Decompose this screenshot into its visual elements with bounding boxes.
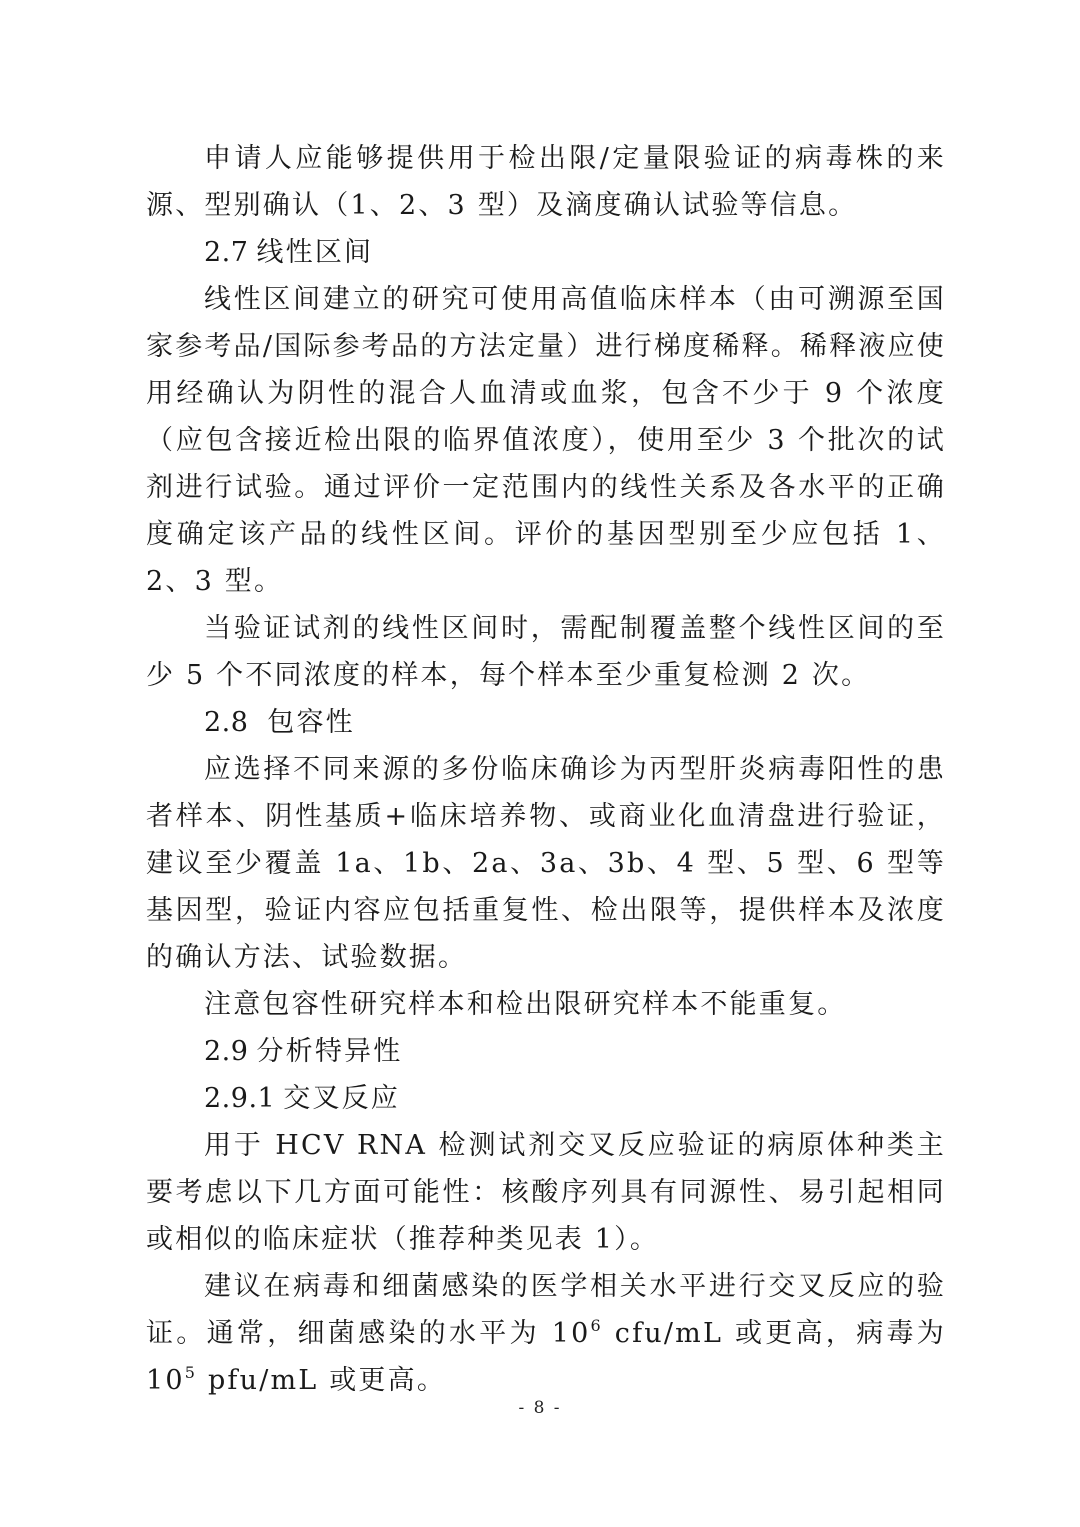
section-number: 2.9 [204,1036,249,1067]
superscript-exponent: 6 [590,1316,603,1335]
paragraph-inclusivity-note: 注意包容性研究样本和检出限研究样本不能重复。 [204,989,847,1020]
section-title: 线性区间 [256,237,374,268]
superscript-exponent: 5 [184,1363,198,1382]
section-number: 2.7 [204,237,249,268]
text-run: cfu/mL 或更高，病毒为 10 [146,1318,946,1396]
paragraph-inclusivity-samples: 应选择不同来源的多份临床确诊为丙型肝炎病毒阳性的患者样本、阴性基质+临床培养物、或商业化血清盘进行验证，建议至少覆盖 1a、1b、2a、3a、3b、4 型、5 型、6 型等基因型，验证内容应包括重复性、检出限等，提供样本及浓度的确认方法、试验数据。 [146,754,946,973]
paragraph-cross-reactivity-levels [146,1263,946,1404]
section-number: 2.8 [204,707,249,738]
section-number: 2.9.1 [204,1083,276,1114]
section-heading-2-9 [146,1028,946,1075]
paragraph-virus-strain-source: 申请人应能够提供用于检出限/定量限验证的病毒株的来源、型别确认（1、2、3 型）及滴度确认试验等信息。 [146,143,946,221]
document-body [146,135,946,1404]
section-title: 包容性 [267,707,355,738]
section-heading-2-9-1 [146,1075,946,1122]
section-title: 交叉反应 [283,1083,401,1114]
section-heading-2-7 [146,229,946,276]
text-run: pfu/mL 或更高。 [197,1365,447,1396]
paragraph-linear-range-verification: 当验证试剂的线性区间时，需配制覆盖整个线性区间的至少 5 个不同浓度的样本，每个样本至少重复检测 2 次。 [146,613,946,691]
paragraph-cross-reactivity-pathogens: 用于 HCV RNA 检测试剂交叉反应验证的病原体种类主要考虑以下几方面可能性：核酸序列具有同源性、易引起相同或相似的临床症状（推荐种类见表 1）。 [146,1130,946,1255]
section-heading-2-8 [146,699,946,746]
text-run: 建议在病毒和细菌感染的医学相关水平进行交叉反应的验证。通常，细菌感染的水平为 10 [146,1271,946,1349]
section-title: 分析特异性 [256,1036,403,1067]
page-number: - 8 - [518,1398,562,1418]
paragraph-linear-range-study: 线性区间建立的研究可使用高值临床样本（由可溯源至国家参考品/国际参考品的方法定量）进行梯度稀释。稀释液应使用经确认为阴性的混合人血清或血浆，包含不少于 9 个浓度（应包含接近检出限的临界值浓度），使用至少 3 个批次的试剂进行试验。通过评价一定范围内的线性关系及各水平的正确度确定该产品的线性区间。评价的基因型别至少应包括 1、2、3 型。 [146,284,946,597]
